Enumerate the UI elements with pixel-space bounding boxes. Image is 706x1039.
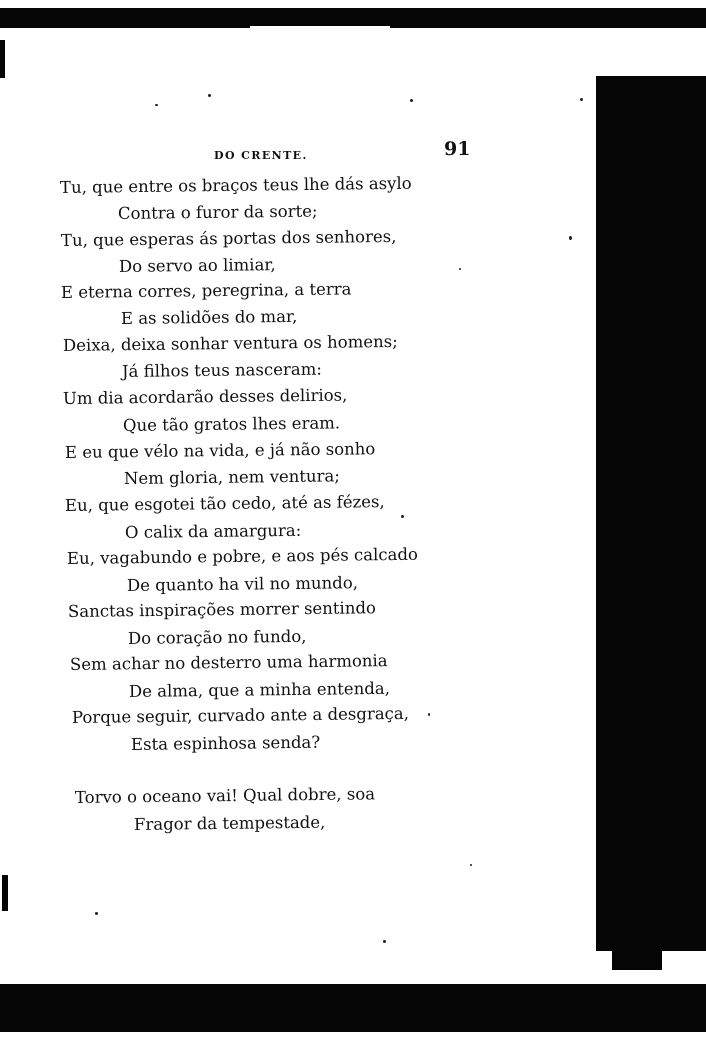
poem-line: Porque seguir, curvado ante a desgraça, bbox=[71, 703, 410, 727]
scan-border-left-top bbox=[0, 40, 5, 78]
poem-line: Do coração no fundo, bbox=[127, 626, 307, 648]
poem-line: Eu, que esgotei tão cedo, até as fézes, bbox=[64, 492, 385, 515]
poem-line: Eu, vagabundo e pobre, e aos pés calcado bbox=[66, 544, 419, 568]
scan-speck bbox=[470, 864, 472, 866]
poem-line: De quanto ha vil no mundo, bbox=[126, 573, 359, 595]
scan-speck bbox=[401, 515, 404, 518]
poem-line: Fragor da tempestade, bbox=[133, 812, 326, 834]
scan-border-bottom bbox=[0, 984, 706, 1032]
poem-line: Esta espinhosa senda? bbox=[130, 732, 321, 754]
scan-speck bbox=[410, 99, 413, 102]
poem-line: Sanctas inspirações morrer sentindo bbox=[67, 598, 377, 621]
poem-line: Já filhos teus nasceram: bbox=[121, 359, 322, 381]
poem-line: Sem achar no desterro uma harmonia bbox=[69, 651, 388, 674]
poem-line: O calix da amargura: bbox=[124, 520, 302, 542]
poem-line: Torvo o oceano vai! Qual dobre, soa bbox=[74, 784, 376, 807]
poem-line: Tu, que entre os braços teus lhe dás asylo bbox=[59, 173, 412, 197]
scan-speck bbox=[428, 713, 430, 716]
running-title: DO CRENTE. bbox=[214, 149, 308, 162]
poem-line: E eterna corres, peregrina, a terra bbox=[60, 279, 352, 302]
scan-speck bbox=[459, 268, 461, 270]
poem-line: Nem gloria, nem ventura; bbox=[123, 466, 341, 488]
poem-line: Um dia acordarão desses delirios, bbox=[62, 385, 348, 408]
scan-border-top bbox=[0, 8, 706, 28]
page-number: 91 bbox=[444, 138, 471, 160]
scan-speck bbox=[95, 912, 98, 915]
poem-line: Do servo ao limiar, bbox=[118, 255, 276, 276]
scan-speck bbox=[208, 94, 211, 97]
scan-border-left-bottom bbox=[2, 875, 8, 911]
scan-speck bbox=[569, 236, 572, 240]
scan-speck bbox=[155, 104, 158, 106]
poem-line: Deixa, deixa sonhar ventura os homens; bbox=[62, 331, 398, 355]
scan-speck bbox=[383, 940, 386, 943]
poem-line: E eu que vélo na vida, e já não sonho bbox=[64, 439, 376, 462]
scan-border-top-gap bbox=[250, 26, 390, 31]
poem-line: Tu, que esperas ás portas dos senhores, bbox=[60, 226, 397, 250]
poem-line: Que tão gratos lhes eram. bbox=[122, 413, 341, 435]
scan-border-right-notch bbox=[612, 940, 662, 970]
poem-line: E as solidões do mar, bbox=[120, 306, 298, 328]
poem-line: Contra o furor da sorte; bbox=[117, 201, 318, 223]
scan-border-right bbox=[596, 76, 706, 951]
poem-line: De alma, que a minha entenda, bbox=[128, 678, 391, 701]
scan-speck bbox=[580, 98, 583, 101]
